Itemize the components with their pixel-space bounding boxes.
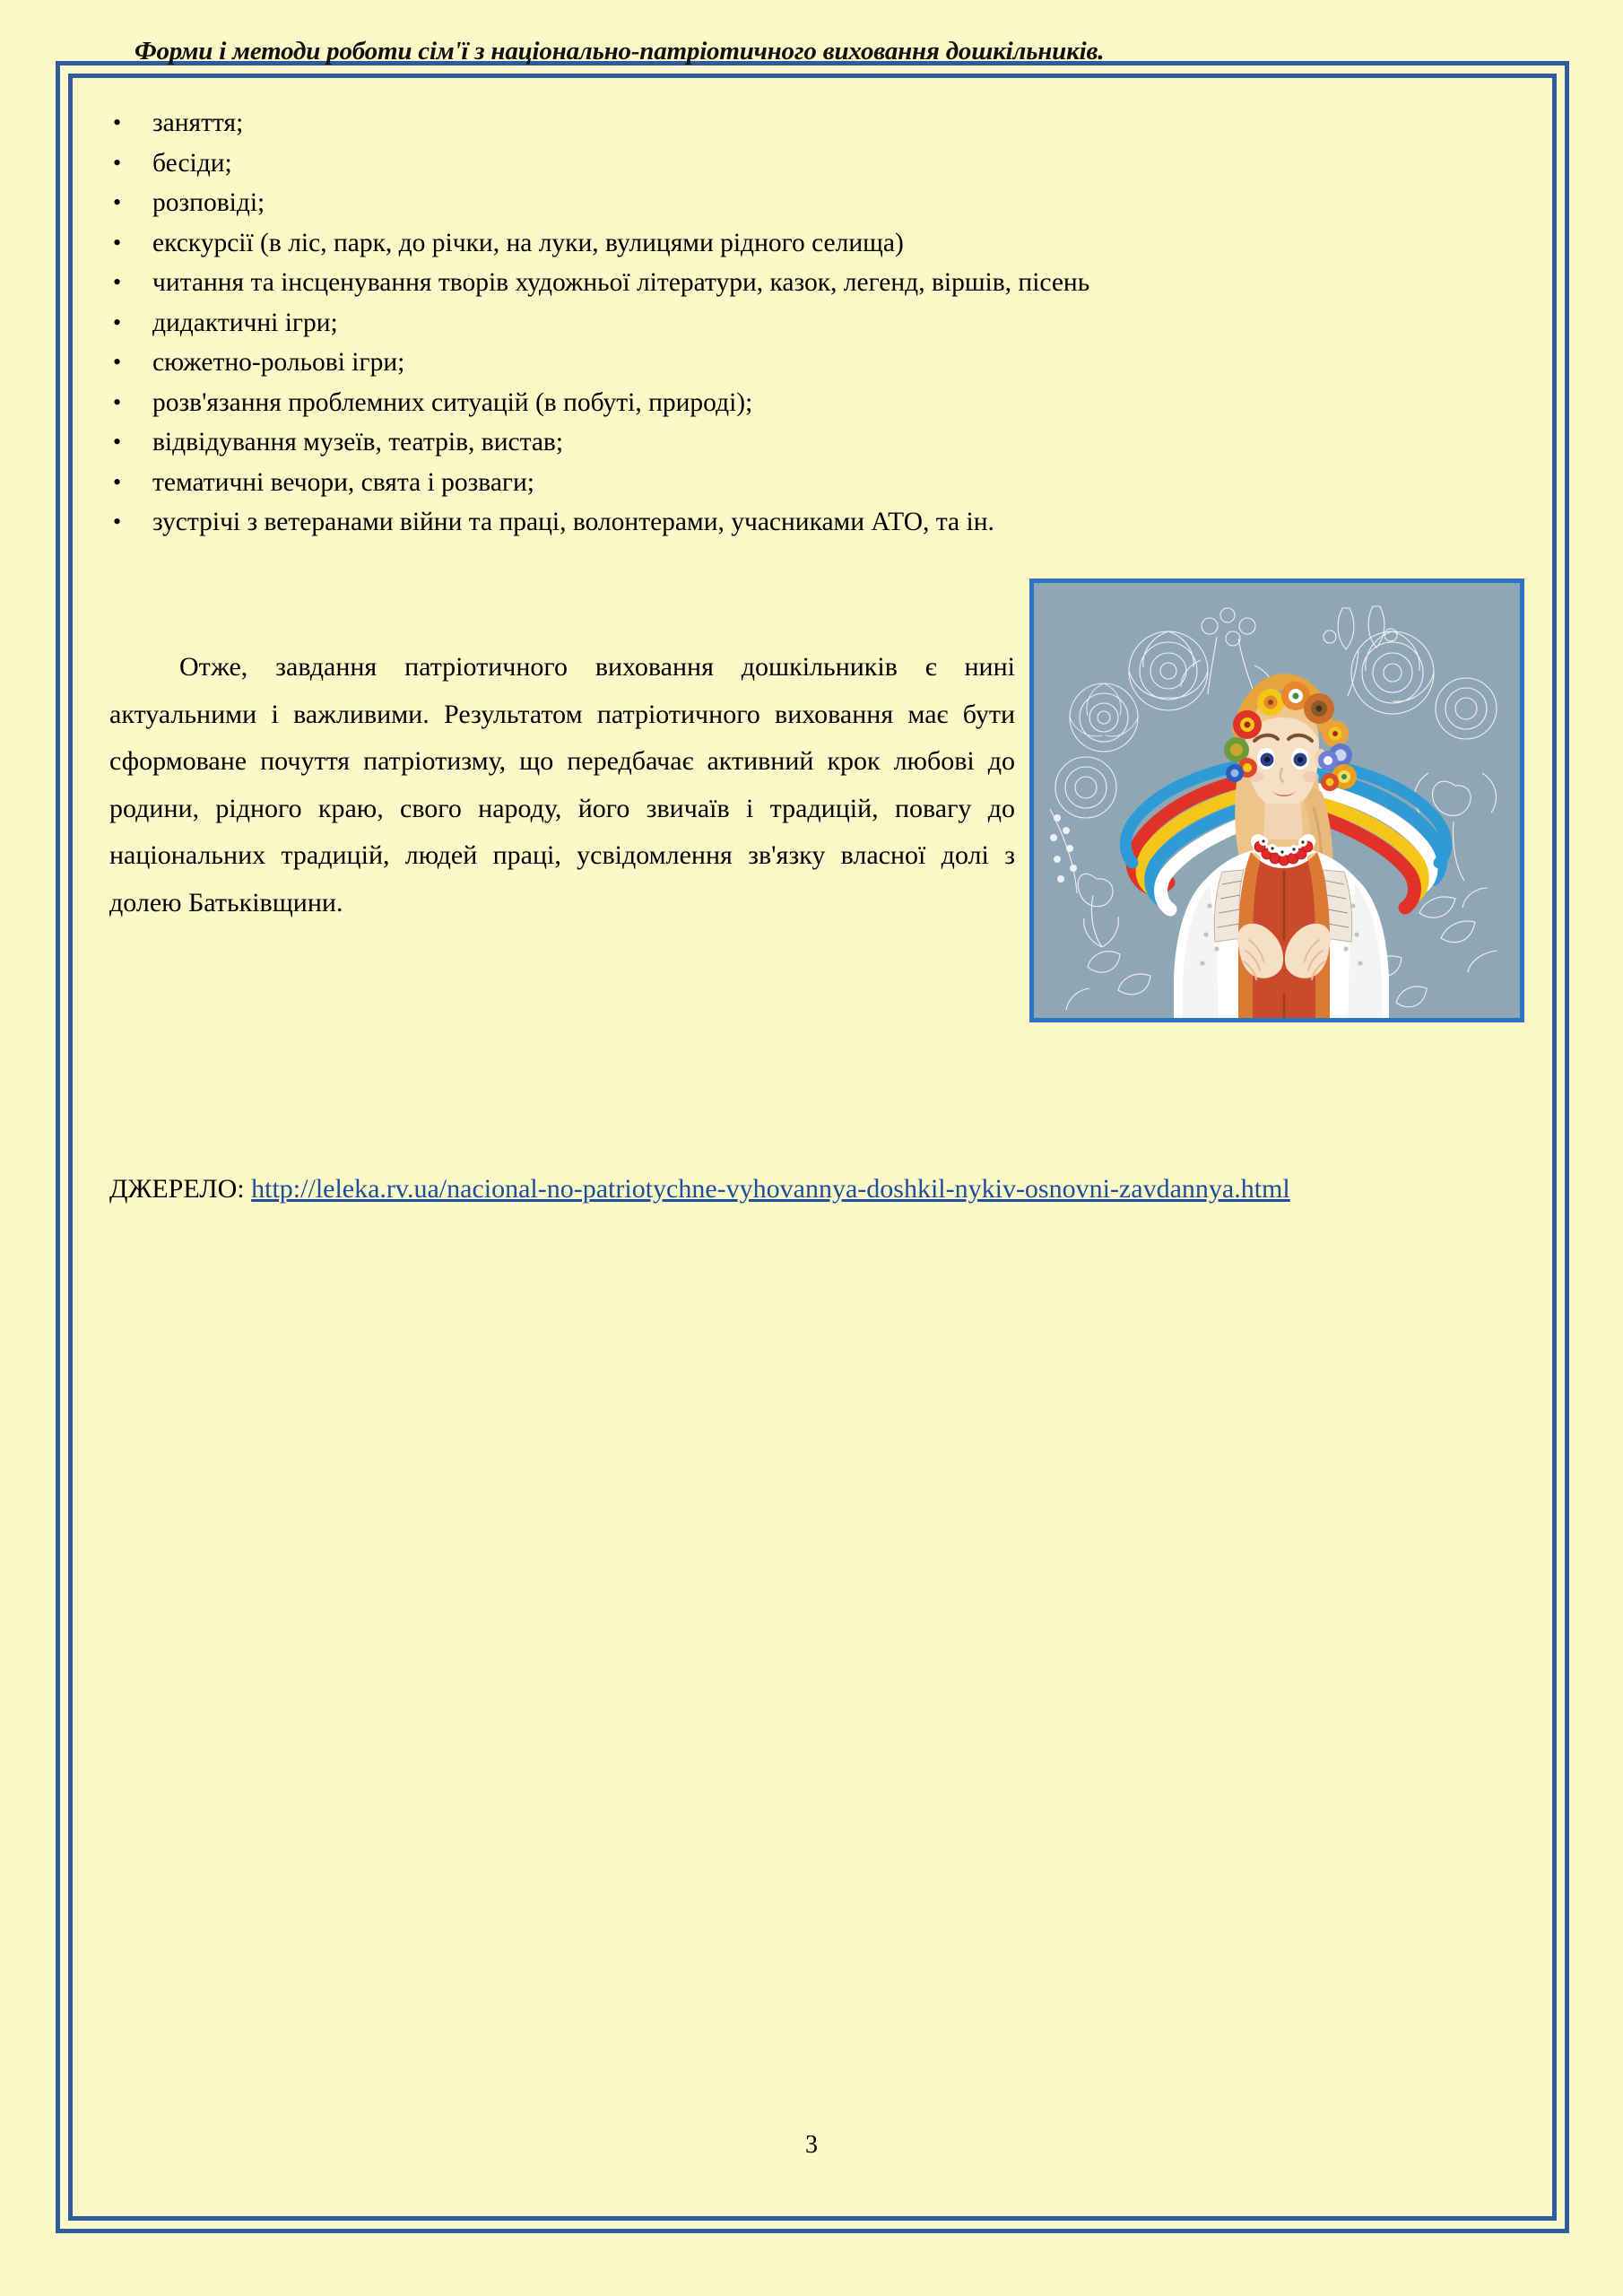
list-item bbox=[106, 263, 1505, 303]
list-item-label: зустрічі з ветеранами війни та праці, волонтерами, учасниками АТО, та ін. bbox=[152, 508, 994, 536]
list-item-label: екскурсії (в ліс, парк, до річки, на луки, вулицями рідного селища) bbox=[152, 228, 904, 257]
bullet-icon: • bbox=[113, 229, 122, 256]
bullet-icon: • bbox=[113, 509, 122, 535]
ukrainian-girl-illustration bbox=[1029, 578, 1524, 1022]
page-number: 3 bbox=[805, 2131, 818, 2159]
bullet-icon: • bbox=[113, 388, 122, 415]
bullet-icon: • bbox=[113, 149, 122, 176]
list-item bbox=[106, 144, 1505, 184]
list-item-label: відвідування музеїв, театрів, вистав; bbox=[152, 428, 564, 457]
list-item-label: читання та інсценування творів художньої літератури, казок, легенд, віршів, пісень bbox=[152, 268, 1090, 297]
illustration-canvas bbox=[1034, 583, 1520, 1018]
bullet-icon: • bbox=[113, 309, 122, 335]
list-item-label: тематичні вечори, свята і розваги; bbox=[152, 467, 535, 497]
list-item-label: дидактичні ігри; bbox=[152, 308, 338, 337]
list-item-label: бесіди; bbox=[152, 148, 232, 178]
bullet-icon: • bbox=[113, 468, 122, 495]
source-line bbox=[109, 1166, 1472, 1213]
list-item-label: заняття; bbox=[152, 109, 244, 137]
conclusion-paragraph: Отже, завдання патріотичного виховання дошкільників є нині актуальними і важливими. Результатом патріотичного виховання має бути сформоване почуття патріотизму, що передбачає активний крок любові до родини, рідного краю, свого народу, його звичаїв і традицій, повагу до національних традицій, людей праці, усвідомлення зв'язку власної долі з долею Батьківщини. bbox=[109, 652, 1015, 918]
list-item bbox=[106, 343, 1505, 383]
bullet-icon: • bbox=[113, 109, 122, 135]
list-item-label: сюжетно-рольові ігри; bbox=[152, 348, 405, 377]
list-item-label: розповіді; bbox=[152, 188, 265, 217]
source-label: ДЖЕРЕЛО: bbox=[109, 1174, 252, 1204]
bullet-icon: • bbox=[113, 349, 122, 375]
bullet-icon: • bbox=[113, 429, 122, 455]
list-item bbox=[106, 502, 1505, 543]
bullet-icon: • bbox=[113, 269, 122, 295]
list-item bbox=[106, 303, 1505, 344]
page-title: Форми і методи роботи сім'ї з національно-патріотичного виховання дошкільників. bbox=[135, 37, 1105, 65]
bullet-icon: • bbox=[113, 189, 122, 215]
list-item bbox=[106, 422, 1505, 463]
source-url-link[interactable]: http://leleka.rv.ua/nacional-no-patriotychne-vyhovannya-doshkil-nykiv-osnovni-zavdannya.html bbox=[251, 1174, 1290, 1204]
list-item-label: розв'язання проблемних ситуацій (в побуті, природі); bbox=[152, 387, 753, 417]
list-item bbox=[106, 103, 1505, 144]
methods-bullet-list bbox=[106, 103, 1505, 543]
illustration-svg bbox=[1034, 583, 1524, 1022]
list-item bbox=[106, 383, 1505, 423]
list-item bbox=[106, 223, 1505, 264]
list-item bbox=[106, 463, 1505, 503]
list-item bbox=[106, 183, 1505, 223]
